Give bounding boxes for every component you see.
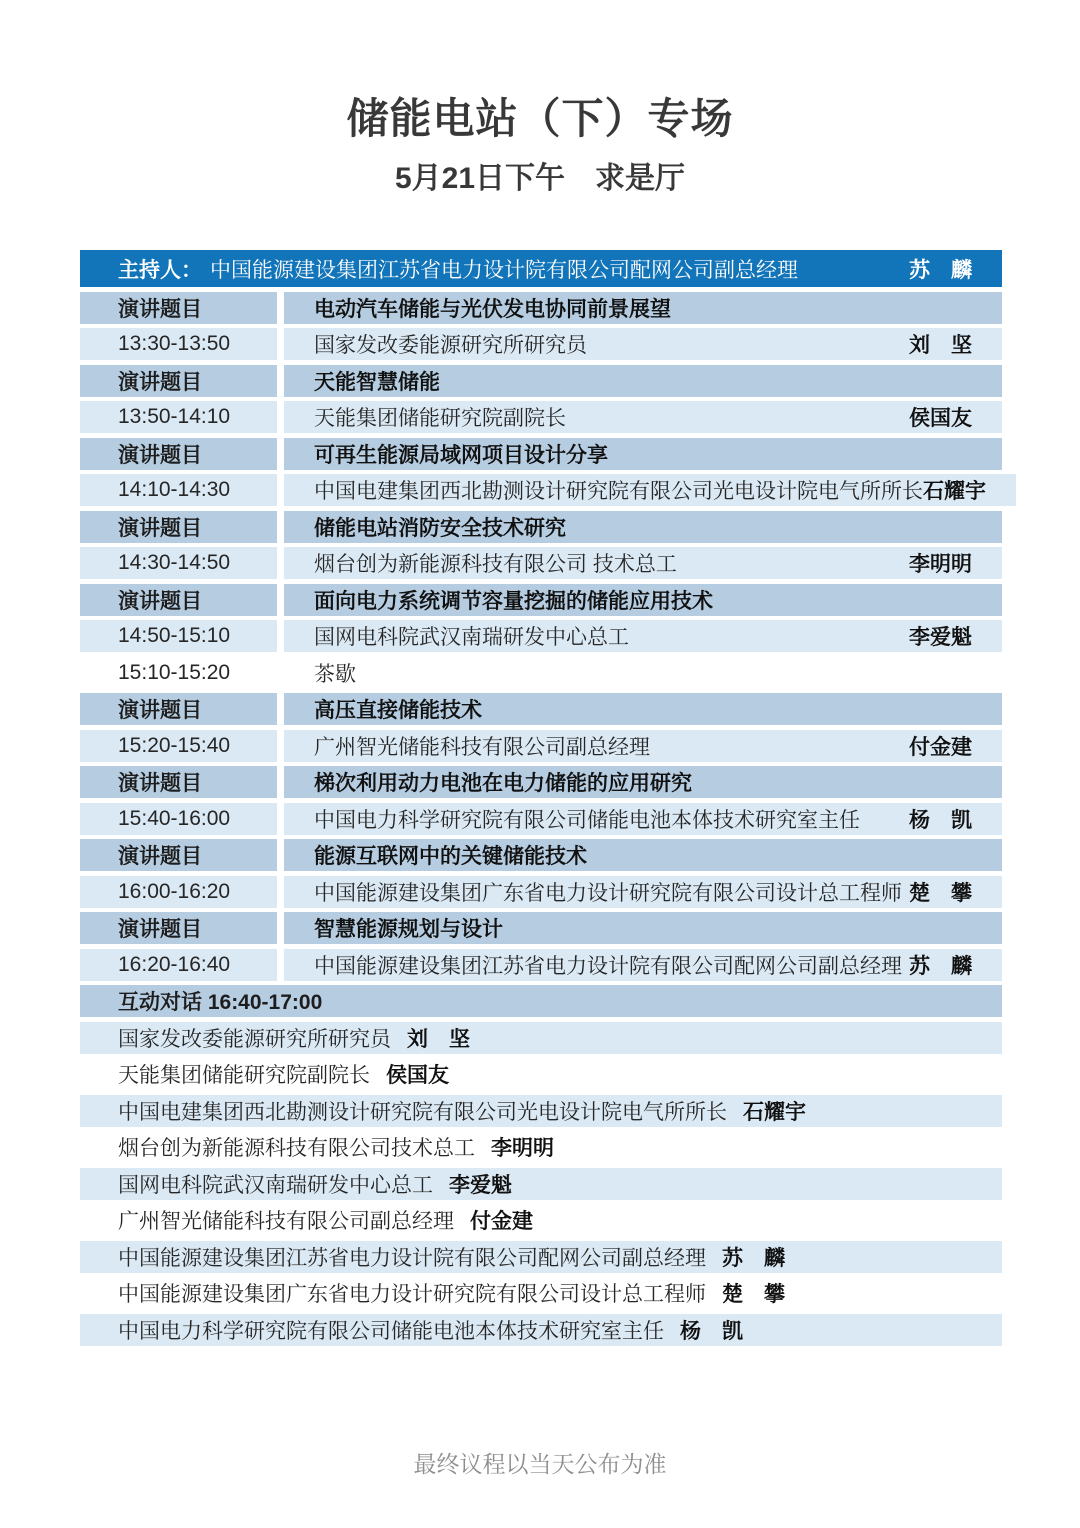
host-name: 苏 麟 [909,258,972,282]
participant-affiliation: 中国能源建设集团广东省电力设计研究院有限公司设计总工程师 [118,1283,706,1306]
dialogue-participant-row [80,1241,1002,1273]
participant-name: 楚 攀 [722,1283,785,1306]
dialogue-participant-row [80,1095,1002,1127]
talk-time: 13:30-13:50 [80,328,277,360]
participant-name: 石耀宇 [743,1100,806,1124]
participant-name: 李爱魁 [449,1173,512,1197]
talk-title-label: 演讲题目 [80,292,277,324]
talk-detail-row-2 [80,401,1002,433]
talk-detail-row-8 [80,876,1002,908]
dialogue-participant-row [80,1058,1002,1090]
talk-title-row-1 [80,292,1002,324]
participant-affiliation: 广州智光储能科技有限公司副总经理 [118,1210,454,1233]
page-subtitle: 5月21日下午 求是厅 [394,162,686,195]
talk-detail-row-7 [80,803,1002,835]
talk-title-label: 演讲题目 [80,693,277,725]
talk-affiliation: 中国电力科学研究院有限公司储能电池本体技术研究室主任 [314,808,860,832]
participant-name: 苏 麟 [722,1246,785,1270]
talk-affiliation: 烟台创为新能源科技有限公司 技术总工 [314,553,677,576]
dialogue-participant-row [80,1168,1002,1200]
participant-name: 付金建 [470,1210,533,1233]
talk-title-row-7 [80,766,1002,798]
host-row [80,250,1002,287]
talk-speaker: 侯国友 [909,407,972,430]
agenda-table [80,250,1002,1346]
talk-affiliation: 中国电建集团西北勘测设计研究院有限公司光电设计院电气所所长 [314,480,923,503]
talk-time: 14:50-15:10 [80,620,277,652]
break-label: 茶歇 [284,657,1002,689]
talk-title-label: 演讲题目 [80,584,277,616]
participant-affiliation: 中国电力科学研究院有限公司储能电池本体技术研究室主任 [118,1319,664,1343]
talk-detail-row-4 [80,547,1002,579]
dialogue-header-row: 互动对话 16:40-17:00 [80,985,1002,1017]
talk-speaker: 李明明 [909,553,972,576]
talk-speaker: 李爱魁 [909,626,972,649]
talk-detail-row-5 [80,620,1002,652]
participant-affiliation: 天能集团储能研究院副院长 [118,1064,370,1087]
talk-title-row-4 [80,511,1002,543]
talk-speaker: 杨 凯 [909,808,972,832]
host-label: 主持人： [118,258,202,282]
talk-title-label: 演讲题目 [80,438,277,470]
break-time: 15:10-15:20 [80,657,277,689]
talk-title-row-6 [80,693,1002,725]
talk-speaker: 楚 攀 [909,881,972,905]
participant-name: 杨 凯 [680,1319,743,1343]
dialogue-participant-row [80,1314,1002,1346]
talk-title-row-3 [80,438,1002,470]
talk-time: 14:10-14:30 [80,474,277,506]
dialogue-participant-row [80,1022,1002,1054]
talk-time: 15:20-15:40 [80,730,277,762]
tea-break-row [80,657,1002,689]
talk-title: 高压直接储能技术 [284,693,1002,725]
talk-affiliation: 天能集团储能研究院副院长 [314,407,566,430]
talk-speaker: 石耀宇 [923,480,986,503]
participant-name: 侯国友 [386,1064,449,1087]
talk-title-label: 演讲题目 [80,912,277,944]
participant-affiliation: 烟台创为新能源科技有限公司技术总工 [118,1137,475,1160]
talk-time: 16:00-16:20 [80,876,277,908]
dialogue-participant-row [80,1131,1002,1163]
dialogue-participant-row [80,1277,1002,1309]
page-title: 储能电站（下）专场 [346,95,734,142]
page-footer-note: 最终议程以当天公布为准 [413,1451,667,1477]
talk-title: 可再生能源局域网项目设计分享 [284,438,1002,470]
talk-affiliation: 广州智光储能科技有限公司副总经理 [314,735,650,759]
talk-title-row-2 [80,365,1002,397]
talk-speaker: 付金建 [909,735,972,759]
talk-detail-row-6 [80,730,1002,762]
host-affiliation: 中国能源建设集团江苏省电力设计院有限公司配网公司副总经理 [210,258,798,282]
talk-time: 16:20-16:40 [80,949,277,981]
participant-name: 李明明 [491,1137,554,1160]
talk-title: 电动汽车储能与光伏发电协同前景展望 [284,292,1002,324]
talk-affiliation: 国家发改委能源研究所研究员 [314,334,587,357]
talk-title-label: 演讲题目 [80,839,277,871]
talk-title: 智慧能源规划与设计 [284,912,1002,944]
talk-title: 天能智慧储能 [284,365,1002,397]
talk-title: 能源互联网中的关键储能技术 [284,839,1002,871]
talk-affiliation: 国网电科院武汉南瑞研发中心总工 [314,626,629,649]
talk-affiliation: 中国能源建设集团广东省电力设计研究院有限公司设计总工程师 [314,881,902,905]
talk-title: 储能电站消防安全技术研究 [284,511,1002,543]
talk-title-row-9 [80,912,1002,944]
dialogue-participant-row [80,1204,1002,1236]
participant-affiliation: 中国电建集团西北勘测设计研究院有限公司光电设计院电气所所长 [118,1100,727,1124]
participant-affiliation: 国网电科院武汉南瑞研发中心总工 [118,1173,433,1197]
talk-detail-row-9 [80,949,1002,981]
talk-title-label: 演讲题目 [80,365,277,397]
talk-time: 15:40-16:00 [80,803,277,835]
talk-affiliation: 中国能源建设集团江苏省电力设计院有限公司配网公司副总经理 [314,954,902,978]
talk-title: 面向电力系统调节容量挖掘的储能应用技术 [284,584,1002,616]
participant-name: 刘 坚 [407,1027,470,1051]
talk-time: 13:50-14:10 [80,401,277,433]
talk-detail-row-3 [80,474,1002,506]
talk-speaker: 苏 麟 [909,954,972,978]
talk-time: 14:30-14:50 [80,547,277,579]
talk-speaker: 刘 坚 [909,334,972,357]
talk-title: 梯次利用动力电池在电力储能的应用研究 [284,766,1002,798]
talk-title-row-8 [80,839,1002,871]
talk-title-label: 演讲题目 [80,511,277,543]
talk-title-label: 演讲题目 [80,766,277,798]
talk-detail-row-1 [80,328,1002,360]
participant-affiliation: 中国能源建设集团江苏省电力设计院有限公司配网公司副总经理 [118,1246,706,1270]
participant-affiliation: 国家发改委能源研究所研究员 [118,1027,391,1051]
talk-title-row-5 [80,584,1002,616]
